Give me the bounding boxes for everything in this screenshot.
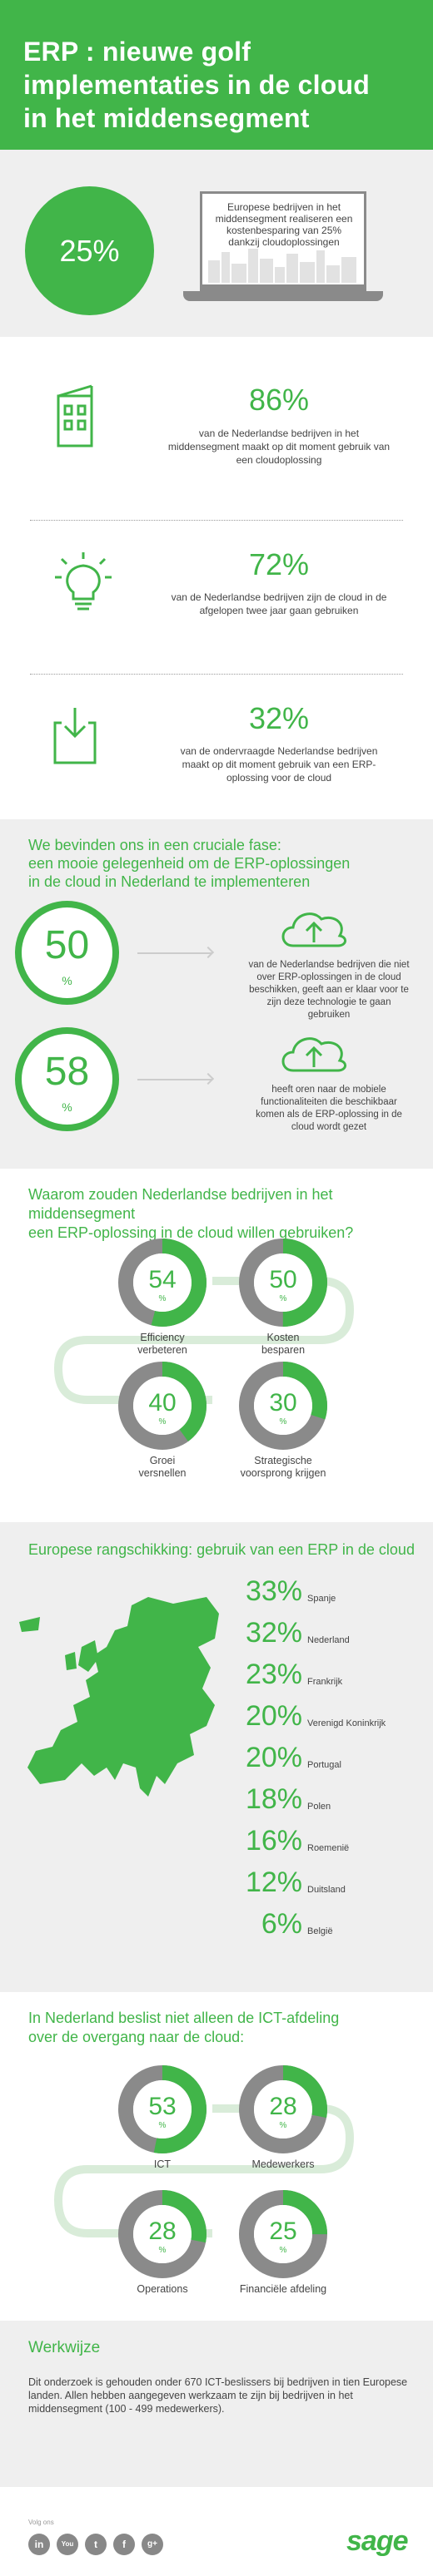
page-title: ERP : nieuwe golf implementaties in de cloud in het middensegment: [23, 37, 370, 133]
divider: [30, 674, 403, 675]
ranking-value: 6%: [261, 1908, 302, 1940]
donut-value: 28: [269, 2093, 297, 2120]
donut-unit: %: [279, 2246, 287, 2255]
donut-label-line: besparen: [261, 1344, 306, 1356]
googleplus-icon[interactable]: g+: [142, 2534, 163, 2555]
donut-unit: %: [158, 2246, 167, 2255]
stat-value: 86%: [248, 383, 310, 417]
ranking-value: 23%: [245, 1659, 302, 1690]
ranking-country: Verenigd Koninkrijk: [307, 1718, 386, 1728]
donut-value: 25: [269, 2218, 297, 2245]
ranking-row: [236, 1575, 336, 1612]
facebook-icon[interactable]: f: [113, 2534, 135, 2555]
stat-row-1: [0, 354, 433, 495]
ranking-row: [236, 1825, 349, 1862]
donut-label-line: versnellen: [138, 1467, 187, 1479]
donut-label: [104, 2158, 221, 2171]
donut-svg: [117, 1237, 208, 1328]
why-section: [0, 1169, 433, 1522]
ranking-value: 18%: [245, 1783, 302, 1815]
donut-label: [225, 2283, 341, 2296]
sage-logo: sage: [346, 2525, 408, 2557]
cloud-upload-icon: [276, 1027, 351, 1077]
donut-value: 50: [269, 1266, 297, 1293]
ranking-country: Duitsland: [307, 1885, 346, 1895]
decide-title: In Nederland beslist niet alleen de ICT-afdeling over de overgang naar de cloud:: [28, 2010, 340, 2045]
europe-map-icon: [15, 1589, 223, 1838]
arrow-head: [202, 1073, 214, 1085]
follow-label: Volg ons: [28, 2519, 54, 2526]
donut-label-line: Financiële afdeling: [239, 2283, 327, 2295]
donut-chart: [237, 1360, 329, 1451]
percent-ring: 50 %: [15, 901, 119, 1005]
arrow-head: [202, 947, 214, 958]
ranking-value: 20%: [245, 1742, 302, 1773]
donut-chart: [117, 2064, 208, 2155]
connector-path: [0, 1992, 433, 2321]
footer: [0, 2487, 433, 2576]
donut-label: [104, 2283, 221, 2296]
donut-value: 53: [148, 2093, 177, 2120]
ranking-row: [236, 1866, 346, 1903]
ranking-country: Spanje: [307, 1594, 336, 1604]
arrow: [137, 1079, 212, 1080]
donut-chart: [117, 2188, 208, 2280]
ranking-section: [0, 1522, 433, 1992]
donut-chart: [117, 1237, 208, 1328]
stat-row-2: [0, 524, 433, 665]
ranking-value: 12%: [245, 1866, 302, 1898]
decide-section: [0, 1992, 433, 2321]
donut-unit: %: [158, 2121, 167, 2130]
donut-chart: [237, 2064, 329, 2155]
donut-label: [225, 1332, 341, 1357]
donut-unit: %: [279, 1294, 287, 1303]
donut-unit: %: [279, 1417, 287, 1426]
phase-text: van de Nederlandse bedrijven die niet over ERP-oplossingen in de cloud beschikken, geeft aan er klaar voor te zijn deze technologie te gaan gebruiken: [248, 960, 410, 1020]
twitter-icon[interactable]: t: [85, 2534, 107, 2555]
ranking-row: [236, 1908, 333, 1945]
donut-label-line: voorsprong krijgen: [240, 1467, 326, 1479]
ranking-row: [236, 1617, 350, 1654]
percent-circle: 25%: [25, 186, 154, 315]
donut-svg: [117, 2188, 208, 2280]
ranking-country: Roemenië: [307, 1843, 350, 1853]
cloud-upload-icon: [276, 902, 351, 952]
ranking-country: Frankrijk: [307, 1677, 343, 1687]
donut-svg: [117, 2064, 208, 2155]
donut-label-line: Strategische: [254, 1455, 312, 1466]
ranking-row: [236, 1659, 342, 1695]
ranking-country: België: [307, 1926, 333, 1936]
cost-saving-section: [0, 150, 433, 337]
stat-value: 72%: [248, 547, 310, 581]
ranking-value: 20%: [245, 1700, 302, 1732]
cost-saving-text: Europese bedrijven in het middensegment realiseren een kostenbesparing van 25% dankzij cloudoplossingen: [215, 201, 353, 248]
stat-text: van de ondervraagde Nederlandse bedrijven maakt op dit moment gebruik van een ERP-oplossing voor de cloud: [180, 745, 378, 784]
donut-value: 30: [269, 1389, 297, 1417]
donut-svg: [237, 2188, 329, 2280]
donut-label-line: Efficiency: [140, 1332, 185, 1343]
skyline-icon: [205, 245, 361, 283]
percent-ring: 58 %: [15, 1027, 119, 1131]
stat-text: van de Nederlandse bedrijven in het middensegment maakt op dit moment gebruik van een cloudoplossing: [167, 428, 391, 466]
ranking-row: [236, 1700, 386, 1737]
stat-value: 32%: [248, 701, 310, 735]
donut-chart: [117, 1360, 208, 1451]
donut-label: [225, 2158, 341, 2171]
ranking-country: Polen: [307, 1802, 331, 1812]
donut-chart: [237, 1237, 329, 1328]
donut-svg: [237, 1237, 329, 1328]
donut-unit: %: [158, 1294, 167, 1303]
donut-chart: [237, 2188, 329, 2280]
method-title: Werkwijze: [28, 2339, 101, 2356]
donut-value: 40: [148, 1389, 177, 1417]
ranking-country: Nederland: [307, 1635, 350, 1645]
ranking-title: Europese rangschikking: gebruik van een ERP in de cloud: [28, 1541, 415, 1558]
divider: [30, 520, 403, 521]
linkedin-icon[interactable]: in: [28, 2534, 50, 2555]
ranking-row: [236, 1783, 331, 1820]
stat-row-3: [0, 678, 433, 819]
donut-label-line: Medewerkers: [251, 2158, 315, 2170]
arrow: [137, 952, 212, 954]
youtube-icon[interactable]: You: [57, 2534, 78, 2555]
method-text: Dit onderzoek is gehouden onder 670 ICT-beslissers bij bedrijven in tien Europese landen. Allen hebben aangegeven werkzaam te zijn bij bedrijven in het middensegment (100 - 499 medewerkers).: [28, 2376, 408, 2415]
donut-value: 54: [148, 1266, 177, 1293]
donut-label: [104, 1455, 221, 1480]
donut-label: [225, 1455, 341, 1480]
building-icon: [50, 383, 100, 449]
phase-section: [0, 819, 433, 1169]
ranking-value: 33%: [245, 1575, 302, 1607]
ranking-country: Portugal: [307, 1760, 341, 1770]
donut-value: 28: [148, 2218, 177, 2245]
donut-unit: %: [158, 1417, 167, 1426]
donut-label-line: verbeteren: [137, 1344, 187, 1356]
phase-title: We bevinden ons in een cruciale fase: een mooie gelegenheid om de ERP-oplossingen in de cloud in Nederland te implementeren: [28, 837, 351, 890]
donut-label-line: Kosten: [266, 1332, 300, 1343]
donut-svg: [117, 1360, 208, 1451]
why-title: Waarom zouden Nederlandse bedrijven in het middensegment een ERP-oplossing in de cloud willen gebruiken?: [28, 1186, 354, 1241]
ranking-value: 16%: [245, 1825, 302, 1857]
donut-label-line: Operations: [137, 2283, 188, 2295]
donut-svg: [237, 1360, 329, 1451]
donut-label: [104, 1332, 221, 1357]
method-section: [0, 2321, 433, 2487]
ranking-row: [236, 1742, 341, 1778]
laptop-base: [183, 291, 383, 301]
lightbulb-icon: [50, 549, 117, 616]
ranking-value: 32%: [245, 1617, 302, 1649]
donut-unit: %: [279, 2121, 287, 2130]
donut-svg: [237, 2064, 329, 2155]
stat-text: van de Nederlandse bedrijven zijn de cloud in de afgelopen twee jaar gaan gebruiken: [171, 591, 387, 616]
donut-label-line: ICT: [153, 2158, 172, 2170]
phase-text: heeft oren naar de mobiele functionaliteiten die beschikbaar komen als de ERP-oplossing in de cloud wordt gezet: [256, 1085, 402, 1132]
donut-label-line: Groei: [149, 1455, 176, 1466]
header-banner: [0, 0, 433, 150]
download-icon: [50, 703, 100, 769]
